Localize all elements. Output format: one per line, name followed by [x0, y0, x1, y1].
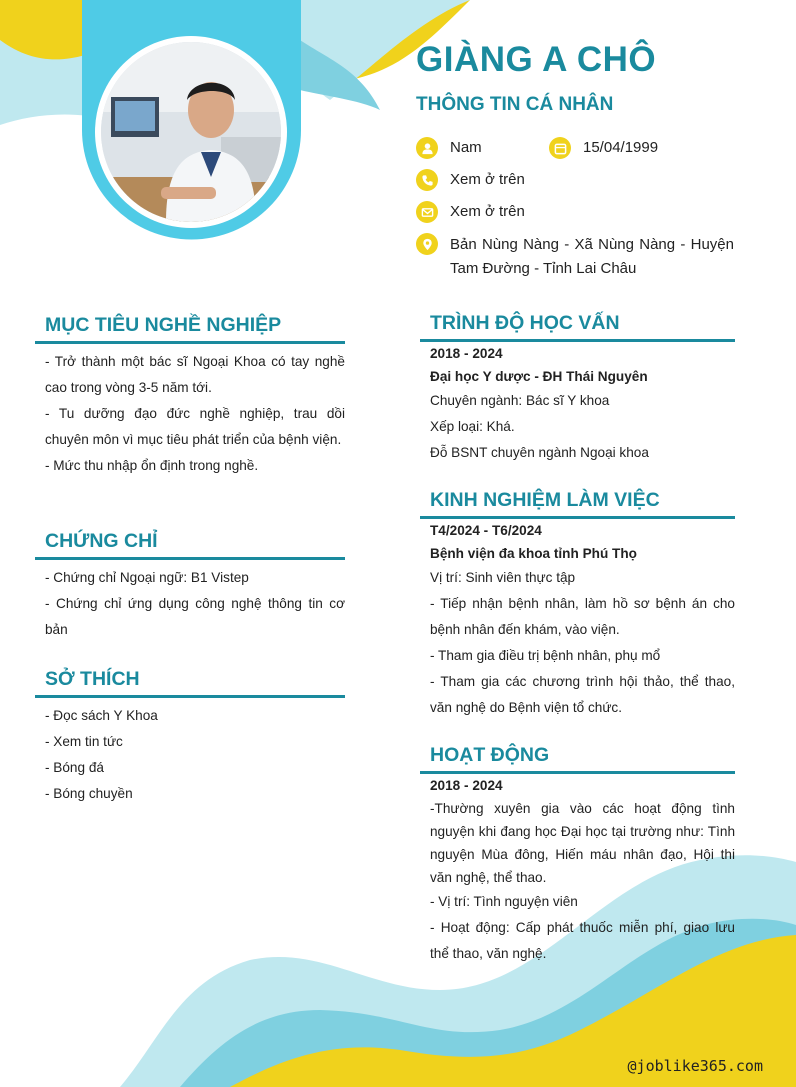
address-value: Bản Nùng Nàng - Xã Nùng Nàng - Huyện Tam Đường - Tỉnh Lai Châu — [450, 236, 734, 277]
hobby-item: - Xem tin tức — [45, 734, 123, 749]
avatar — [101, 42, 281, 222]
watermark: @joblike365.com — [627, 1057, 763, 1075]
objective-item: - Trở thành một bác sĩ Ngoại Khoa có tay nghề cao trong vòng 3-5 năm tới. — [45, 354, 345, 395]
phone-row — [416, 169, 525, 191]
hobbies-title: SỞ THÍCH — [45, 668, 140, 690]
birthdate-row — [549, 137, 658, 159]
hobby-item: - Đọc sách Y Khoa — [45, 708, 158, 723]
candidate-name: GIÀNG A CHÔ — [416, 40, 657, 79]
experience-period: T4/2024 - T6/2024 — [430, 523, 542, 538]
gender-row — [416, 137, 482, 159]
certificates-title: CHỨNG CHỈ — [45, 530, 158, 552]
activities-period: 2018 - 2024 — [430, 778, 503, 793]
phone-value: Xem ở trên — [450, 171, 525, 188]
activities-line: - Hoạt động: Cấp phát thuốc miễn phí, giao lưu thể thao, văn nghệ. — [430, 920, 735, 961]
education-line: Chuyên ngành: Bác sĩ Y khoa — [430, 393, 610, 408]
experience-title: KINH NGHIỆM LÀM VIỆC — [430, 489, 660, 511]
hobby-item: - Bóng đá — [45, 760, 104, 775]
experience-line: - Tham gia điều trị bệnh nhân, phụ mổ — [430, 648, 661, 663]
objective-title: MỤC TIÊU NGHỀ NGHIỆP — [45, 314, 282, 336]
objective-list — [45, 349, 345, 479]
calendar-icon — [549, 137, 571, 159]
experience-line: Vị trí: Sinh viên thực tập — [430, 570, 576, 585]
objective-item: - Tu dưỡng đạo đức nghề nghiệp, trau dồi chuyên môn vì mục tiêu phát triển của bệnh viện. — [45, 406, 345, 447]
activities-block — [430, 774, 735, 967]
experience-line: - Tiếp nhận bệnh nhân, làm hồ sơ bệnh án cho bệnh nhân đến khám, vào viện. — [430, 596, 735, 637]
activities-line: -Thường xuyên gia vào các hoạt động tình nguyện khi đang học Đại học tại trường như: Tình nguyện Mùa đông, Hiến máu nhân đạo, Hội thi văn nghệ, thể thao. — [430, 801, 735, 885]
education-school: Đại học Y dược - ĐH Thái Nguyên — [430, 369, 648, 384]
experience-company: Bệnh viện đa khoa tỉnh Phú Thọ — [430, 546, 637, 561]
objective-item: - Mức thu nhập ổn định trong nghề. — [45, 458, 259, 473]
user-icon — [416, 137, 438, 159]
hobby-item: - Bóng chuyền — [45, 786, 133, 801]
mail-icon — [416, 201, 438, 223]
education-title: TRÌNH ĐỘ HỌC VẤN — [430, 312, 620, 334]
email-value: Xem ở trên — [450, 203, 525, 220]
objective-divider — [35, 341, 345, 344]
activities-line: - Vị trí: Tình nguyện viên — [430, 894, 578, 909]
education-period: 2018 - 2024 — [430, 346, 503, 361]
certificate-item: - Chứng chỉ Ngoại ngữ: B1 Vistep — [45, 570, 249, 585]
certificates-divider — [35, 557, 345, 560]
certificates-list — [45, 565, 345, 643]
certificate-item: - Chứng chỉ ứng dụng công nghệ thông tin cơ bản — [45, 596, 345, 637]
birthdate-value: 15/04/1999 — [583, 139, 659, 156]
address-row — [416, 233, 734, 281]
education-line: Đỗ BSNT chuyên ngành Ngoại khoa — [430, 445, 649, 460]
phone-icon — [416, 169, 438, 191]
experience-block — [430, 519, 735, 721]
experience-line: - Tham gia các chương trình hội thảo, thể thao, văn nghệ do Bệnh viện tổ chức. — [430, 674, 735, 715]
activities-title: HOẠT ĐỘNG — [430, 744, 550, 766]
hobbies-divider — [35, 695, 345, 698]
gender-value: Nam — [450, 139, 482, 156]
hobbies-list — [45, 703, 345, 807]
personal-info-title: THÔNG TIN CÁ NHÂN — [416, 94, 614, 115]
education-block — [430, 342, 735, 466]
location-icon — [416, 233, 438, 255]
email-row — [416, 201, 525, 223]
education-line: Xếp loại: Khá. — [430, 419, 515, 434]
